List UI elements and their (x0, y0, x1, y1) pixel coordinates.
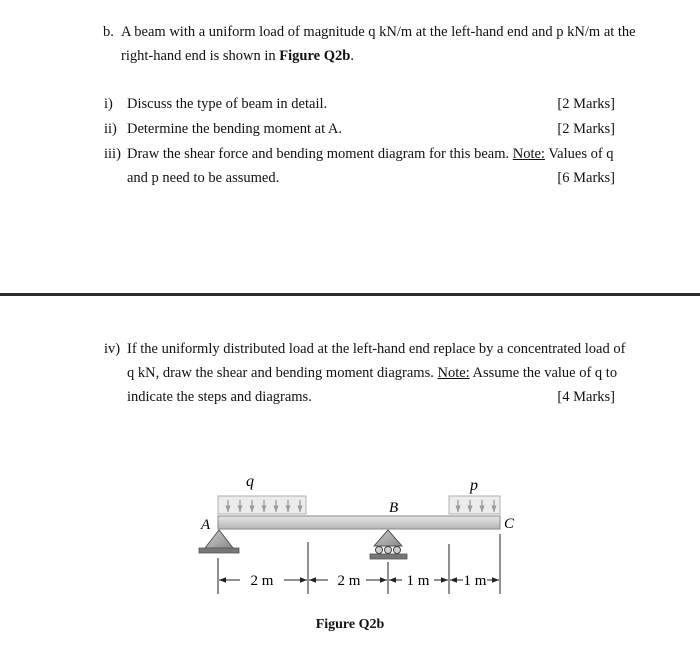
beam-figure (0, 460, 700, 610)
part-iii-line2: and p need to be assumed. (127, 170, 280, 186)
part-iv-label: iv) (104, 341, 121, 357)
beam (218, 516, 500, 529)
point-c-label: C (504, 516, 515, 532)
point-b-label: B (389, 500, 399, 516)
question-b-label: b. (103, 24, 114, 40)
part-iv-note: Note: (437, 365, 470, 381)
pin-support-a (199, 530, 239, 553)
part-iv-marks: [4 Marks] (557, 389, 615, 405)
part-iii-line1: Draw the shear force and bending moment diagram for this beam. Note: Values of q (127, 146, 614, 162)
left-load-box (218, 496, 306, 514)
right-load-box (449, 496, 500, 514)
figure-reference: Figure Q2b (279, 48, 351, 64)
part-i-label: i) (104, 96, 113, 112)
left-distributed-load (218, 473, 306, 514)
dim-label-4: 1 m (463, 573, 487, 589)
dim-label-2: 2 m (337, 573, 361, 589)
part-ii-text: Determine the bending moment at A. (127, 121, 343, 137)
part-iv-line1: If the uniformly distributed load at the left-hand end replace by a concentrated load of (127, 341, 626, 357)
load-q-label: q (246, 473, 254, 490)
dimension-ab-left (219, 573, 307, 589)
dim-label-1: 2 m (250, 573, 274, 589)
part-iii-marks: [6 Marks] (557, 170, 615, 186)
dimension-bc-left (389, 573, 448, 589)
load-p-label: p (470, 477, 478, 494)
question-b-line2: right-hand end is shown in Figure Q2b. (121, 48, 354, 64)
dimension-bc-right (450, 573, 499, 589)
question-b-line1: A beam with a uniform load of magnitude q kN/m at the left-hand end and p kN/m at the (121, 24, 636, 40)
figure-caption: Figure Q2b (315, 617, 385, 632)
part-iii-label: iii) (104, 146, 121, 162)
right-distributed-load (449, 477, 500, 514)
part-ii-label: ii) (104, 121, 117, 137)
point-a-label: A (201, 517, 211, 533)
dimension-ab-right (309, 573, 387, 589)
roller-support-b (370, 530, 407, 559)
page-divider (0, 293, 700, 296)
part-i-marks: [2 Marks] (557, 96, 615, 112)
part-ii-marks: [2 Marks] (557, 121, 615, 137)
part-i-text: Discuss the type of beam in detail. (127, 96, 328, 112)
part-iv-line2: q kN, draw the shear and bending moment diagrams. Note: Assume the value of q to (127, 365, 618, 381)
dim-label-3: 1 m (406, 573, 430, 589)
part-iii-note: Note: (512, 146, 545, 162)
part-iv-line3: indicate the steps and diagrams. (127, 389, 312, 405)
